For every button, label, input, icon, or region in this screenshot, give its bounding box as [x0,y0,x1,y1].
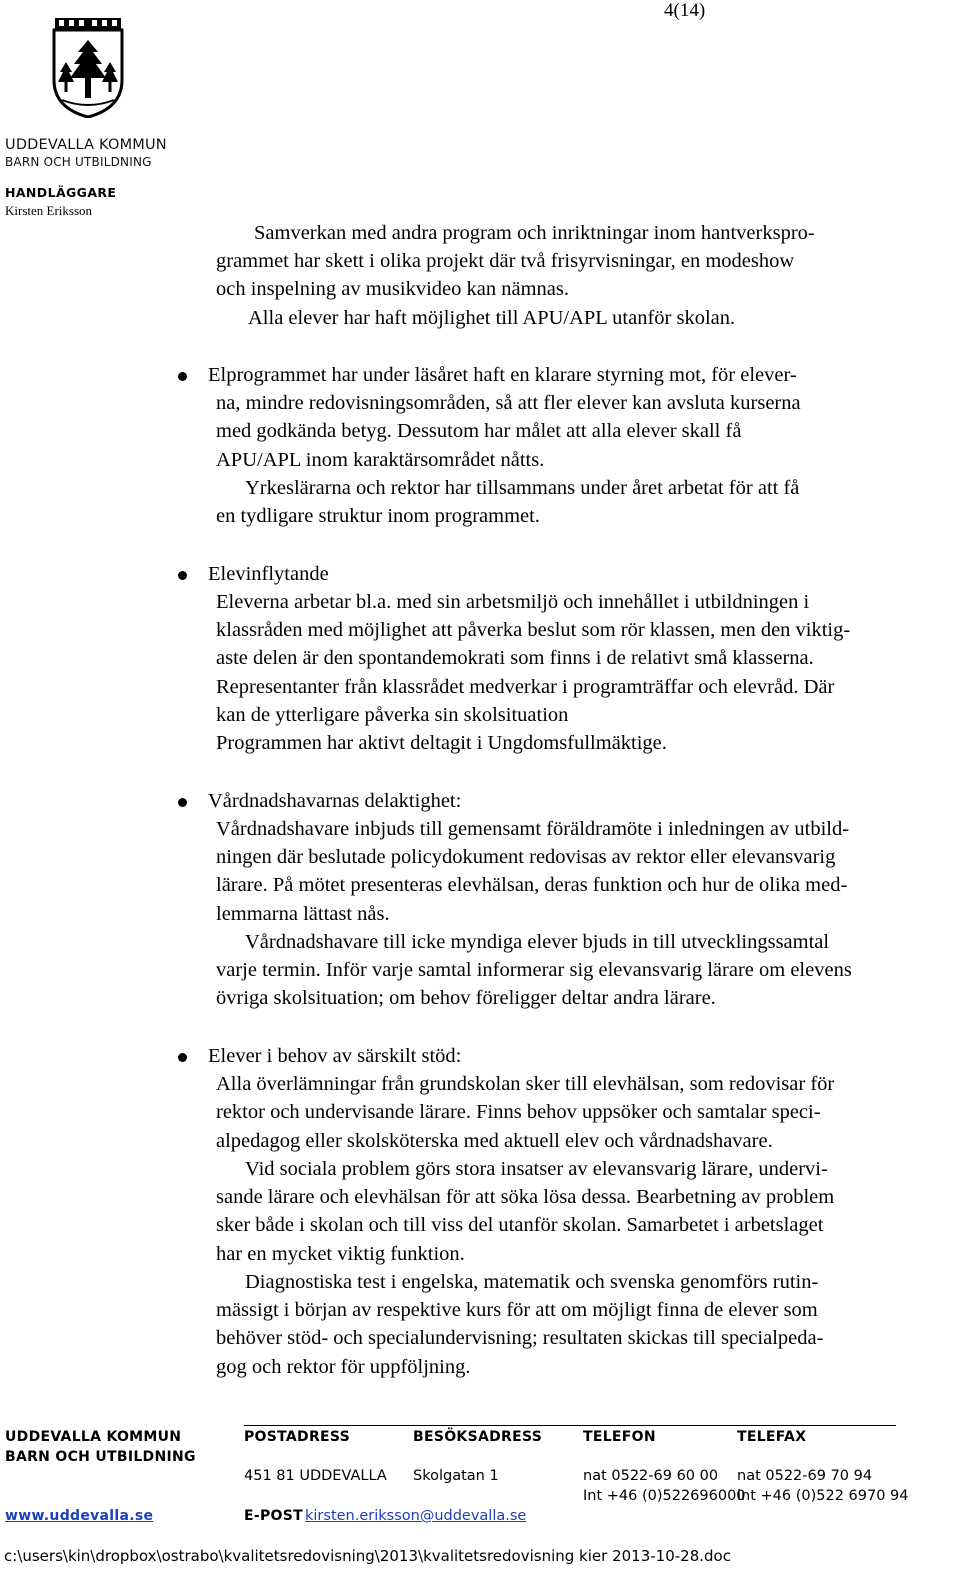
telefon-nat: nat 0522-69 60 00 [583,1468,719,1484]
paragraph-line: lemmarna lättast nås. [216,903,390,925]
paragraph-line: alpedagog eller skolsköterska med aktuell elev och vårdnadshavare. [216,1130,773,1152]
paragraph-line: kan de ytterligare påverka sin skolsituation [216,704,569,726]
paragraph-line: sande lärare och elevhälsan för att söka lösa dessa. Bearbetning av problem [216,1186,835,1208]
paragraph-line: varje termin. Inför varje samtal informerar sig elevansvarig lärare om elevens [216,959,852,981]
paragraph-line: APU/APL inom karaktärsområdet nåtts. [216,449,545,471]
besoksadress-value: Skolgatan 1 [413,1468,499,1484]
telefax-nat: nat 0522-69 70 94 [737,1468,873,1484]
bullet-icon [178,372,187,381]
besoksadress-label: BESÖKSADRESS [413,1429,543,1445]
paragraph-line: sker både i skolan och till viss del utanför skolan. Samarbetet i arbetslaget [216,1214,824,1236]
bullet-icon [178,798,187,807]
paragraph-line: behöver stöd- och specialundervisning; resultaten skickas till specialpeda- [216,1327,824,1349]
paragraph-line: lärare. På mötet presenteras elevhälsan, deras funktion och hur de olika med- [216,874,848,896]
postadress-label: POSTADRESS [244,1429,351,1445]
telefax-int: int +46 (0)522 6970 94 [737,1488,909,1504]
paragraph-line: Programmen har aktivt deltagit i Ungdomsfullmäktige. [216,732,667,754]
website-link[interactable]: www.uddevalla.se [5,1508,154,1524]
paragraph-line: med godkända betyg. Dessutom har målet att alla elever skall få [216,420,742,442]
bullet-icon [178,1053,187,1062]
footer-org-name: UDDEVALLA KOMMUN [5,1429,182,1445]
paragraph-line: Diagnostiska test i engelska, matematik och svenska genomförs rutin- [245,1271,819,1293]
paragraph-line: rektor och undervisande lärare. Finns behov uppsöker och samtalar speci- [216,1101,821,1123]
file-path: c:\users\kin\dropbox\ostrabo\kvalitetsredovisning\2013\kvalitetsredovisning kier 2013-10-28.doc [4,1547,731,1565]
paragraph-line: gog och rektor för uppföljning. [216,1356,471,1378]
paragraph-line: mässigt i början av respektive kurs för att om möjligt finna de elever som [216,1299,818,1321]
paragraph-line: Alla överlämningar från grundskolan sker till elevhälsan, som redovisar för [216,1073,835,1095]
paragraph-line: en tydligare struktur inom programmet. [216,505,540,527]
email-link[interactable]: kirsten.eriksson@uddevalla.se [305,1508,527,1524]
paragraph-line: ningen där beslutade policydokument redovisas av rektor eller elevansvarig [216,846,836,868]
handler-name: Kirsten Eriksson [5,203,93,218]
paragraph-line: Vid sociala problem görs stora insatser av elevansvarig lärare, undervi- [245,1158,828,1180]
paragraph-line: övriga skolsituation; om behov föreligger deltar andra lärare. [216,987,716,1009]
paragraph-line: Samverkan med andra program och inriktningar inom hantverkspro- [254,222,815,244]
paragraph-line: Representanter från klassrådet medverkar i programträffar och elevråd. Där [216,676,835,698]
epost-label: E-POST [244,1508,303,1524]
section-heading: Elevinflytande [208,563,329,585]
paragraph-line: Vårdnadshavare inbjuds till gemensamt föräldramöte i inledningen av utbild- [216,818,850,840]
bullet-icon [178,571,187,580]
page-number: 4(14) [664,0,706,21]
section-heading: Vårdnadshavarnas delaktighet: [208,790,462,812]
paragraph-line: Vårdnadshavare till icke myndiga elever bjuds in till utvecklingssamtal [245,931,830,953]
paragraph-line: Elprogrammet har under läsåret haft en klarare styrning mot, för elever- [208,364,797,386]
paragraph-line: klassråden med möjlighet att påverka beslut som rör klassen, men den viktig- [216,619,851,641]
org-name: UDDEVALLA KOMMUN [5,137,167,153]
paragraph-line: Alla elever har haft möjlighet till APU/APL utanför skolan. [248,307,736,329]
footer-divider [244,1425,896,1426]
handler-label: HANDLÄGGARE [5,185,117,200]
paragraph-line: Eleverna arbetar bl.a. med sin arbetsmiljö och innehållet i utbildningen i [216,591,810,613]
telefon-label: TELEFON [583,1429,656,1445]
paragraph-line: grammet har skett i olika projekt där två frisyrvisningar, en modeshow [216,250,795,272]
paragraph-line: och inspelning av musikvideo kan nämnas. [216,278,569,300]
telefon-int: Int +46 (0)522696000 [583,1488,746,1504]
section-heading: Elever i behov av särskilt stöd: [208,1045,462,1067]
postadress-value: 451 81 UDDEVALLA [244,1468,387,1484]
org-block [5,137,167,171]
footer-org-dept: BARN OCH UTBILDNING [5,1449,196,1465]
paragraph-line: na, mindre redovisningsområden, så att fler elever kan avsluta kurserna [216,392,801,414]
paragraph-line: har en mycket viktig funktion. [216,1243,465,1265]
telefax-label: TELEFAX [737,1429,807,1445]
paragraph-line: Yrkeslärarna och rektor har tillsammans under året arbetat för att få [245,477,800,499]
org-dept: BARN OCH UTBILDNING [5,155,152,169]
coat-of-arms-logo [52,18,124,118]
paragraph-line: aste delen är den spontandemokrati som finns i de relativt små klasserna. [216,647,814,669]
